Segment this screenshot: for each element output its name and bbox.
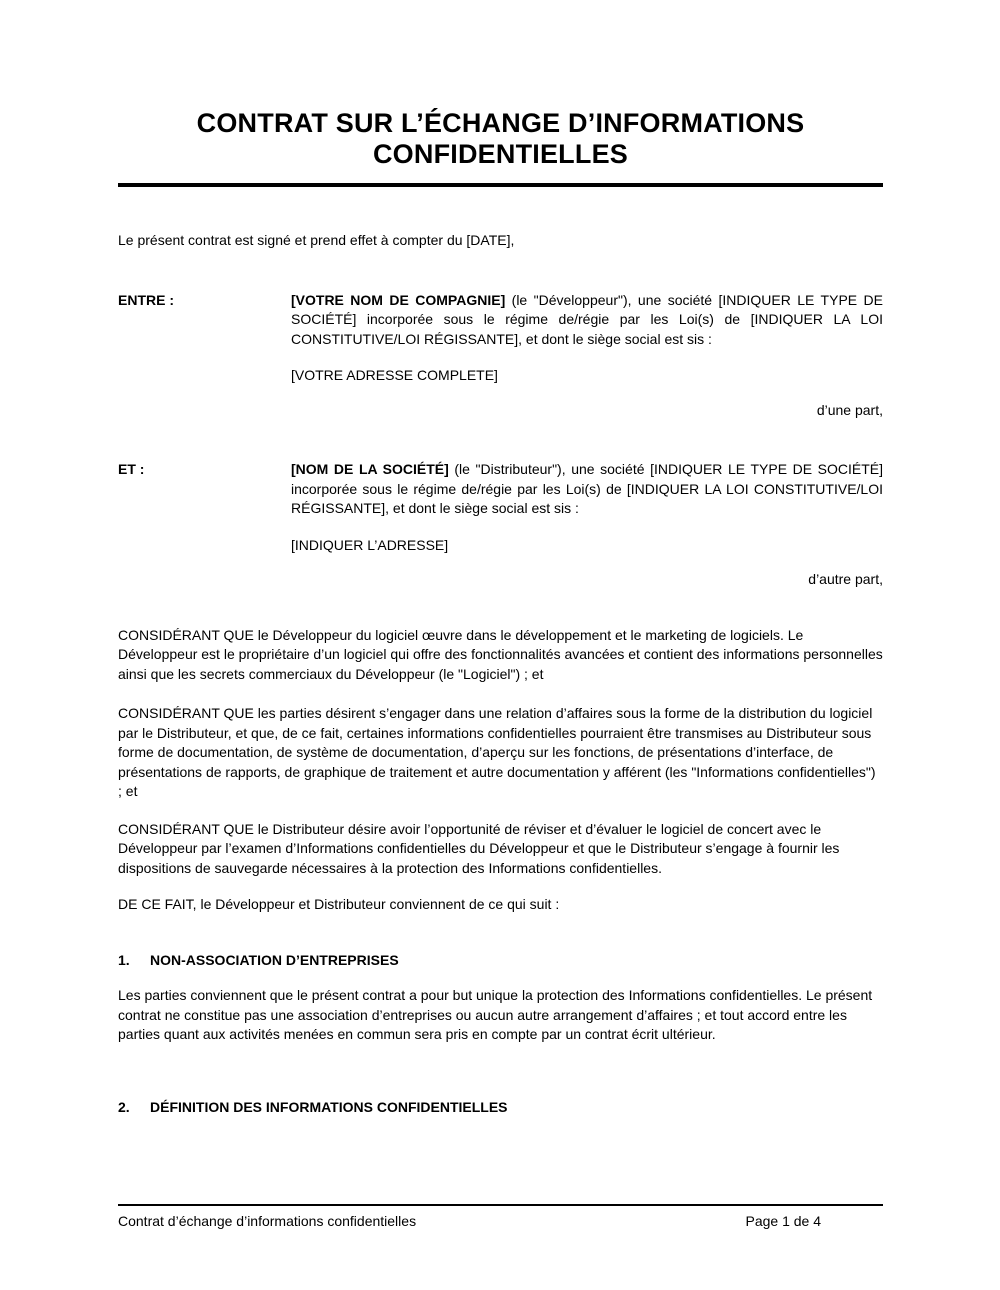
part-note-une-part: d’une part, — [816, 401, 883, 418]
title-rule — [118, 183, 883, 187]
party-description-text: (le "Développeur"), une société [INDIQUER LE TYPE DE SOCIÉTÉ] incorporée sous le régime de/régie par les Loi(s) de [INDIQUER LA LOI CONSTITUTIVE/LOI RÉGISSANTE], et dont le siège social est sis : — [291, 291, 883, 347]
footer-document-title: Contrat d’échange d’informations confidentielles — [118, 1213, 417, 1229]
company-name-placeholder: [VOTRE NOM DE COMPAGNIE] — [291, 291, 506, 308]
part-note-autre-part: d’autre part, — [808, 571, 883, 587]
section-2-number: 2. — [118, 1098, 130, 1115]
document-title: CONTRAT SUR L’ÉCHANGE D’INFORMATIONS CONFIDENTIELLES — [196, 108, 805, 169]
address-placeholder-developer: [VOTRE ADRESSE COMPLETE] — [291, 367, 498, 383]
party-details-developer — [291, 291, 883, 421]
party-block-developer — [118, 291, 883, 421]
party-label-entre: ENTRE : — [118, 291, 174, 308]
page-footer — [118, 1204, 883, 1232]
recital-paragraph-2: CONSIDÉRANT QUE les parties désirent s’engager dans une relation d’affaires sous la forme de la distribution du logiciel par le Distributeur, et que, de ce fait, certaines informations confidentielles pourraient être transmises au Distributeur sous forme de documentation, de système de documentation, d’aperçu sur les fonctions, de présentations d’interface, de présentations de rapports, de graphique de traitement et autre documentation y afférent (les "Informations confidentielles") ; et — [118, 705, 876, 799]
section-1-paragraph: Les parties conviennent que le présent contrat a pour but unique la protection des Informations confidentielles. Le présent contrat ne constitue pas une association d’entreprises ou aucun autre arrangement d’affaires ; et tout accord entre les parties quant aux activités menées en commun sera pris en compte par un contrat écrit ultérieur. — [118, 987, 873, 1042]
section-2-title: DÉFINITION DES INFORMATIONS CONFIDENTIELLES — [150, 1098, 508, 1115]
section-1-number: 1. — [118, 951, 130, 968]
lead-in-paragraph: DE CE FAIT, le Développeur et Distributeur conviennent de ce qui suit : — [118, 896, 560, 912]
party-description-distributor — [291, 460, 883, 519]
recital-paragraph-1: CONSIDÉRANT QUE le Développeur du logiciel œuvre dans le développement et le marketing de logiciels. Le Développeur est le propriétaire d’un logiciel qui offre des fonctionnalités avancées et contient des informations personnelles ainsi que les secrets commerciaux du Développeur (le "Logiciel") ; et — [118, 626, 883, 682]
party-description-text: (le "Distributeur"), une société [INDIQUER LE TYPE DE SOCIÉTÉ] incorporée sous le régime de/régie par les Loi(s) de [INDIQUER LA LOI CONSTITUTIVE/LOI RÉGISSANTE], et dont le siège social est sis : — [291, 461, 883, 516]
society-name-placeholder: [NOM DE LA SOCIÉTÉ] — [291, 461, 449, 477]
recital-paragraph-3: CONSIDÉRANT QUE le Distributeur désire avoir l’opportunité de réviser et d’évaluer le logiciel de concert avec le Développeur par l’examen d’Informations confidentielles du Développeur et que le Distributeur s’engage à fournir les dispositions de sauvegarde nécessaires à la protection des Informations confidentielles. — [118, 820, 840, 876]
section-1-heading — [118, 951, 883, 971]
section-2-heading — [118, 1098, 883, 1118]
party-block-distributor — [118, 460, 883, 590]
footer-rule — [118, 1204, 883, 1206]
section-1-title: NON-ASSOCIATION D’ENTREPRISES — [150, 951, 399, 968]
party-label-et: ET : — [118, 461, 145, 477]
address-placeholder-distributor: [INDIQUER L’ADRESSE] — [291, 536, 449, 553]
footer-page-number: Page 1 de 4 — [745, 1213, 821, 1229]
party-description-developer — [291, 291, 883, 350]
party-details-distributor — [291, 460, 883, 590]
intro-paragraph: Le présent contrat est signé et prend effet à compter du [DATE], — [118, 232, 515, 248]
